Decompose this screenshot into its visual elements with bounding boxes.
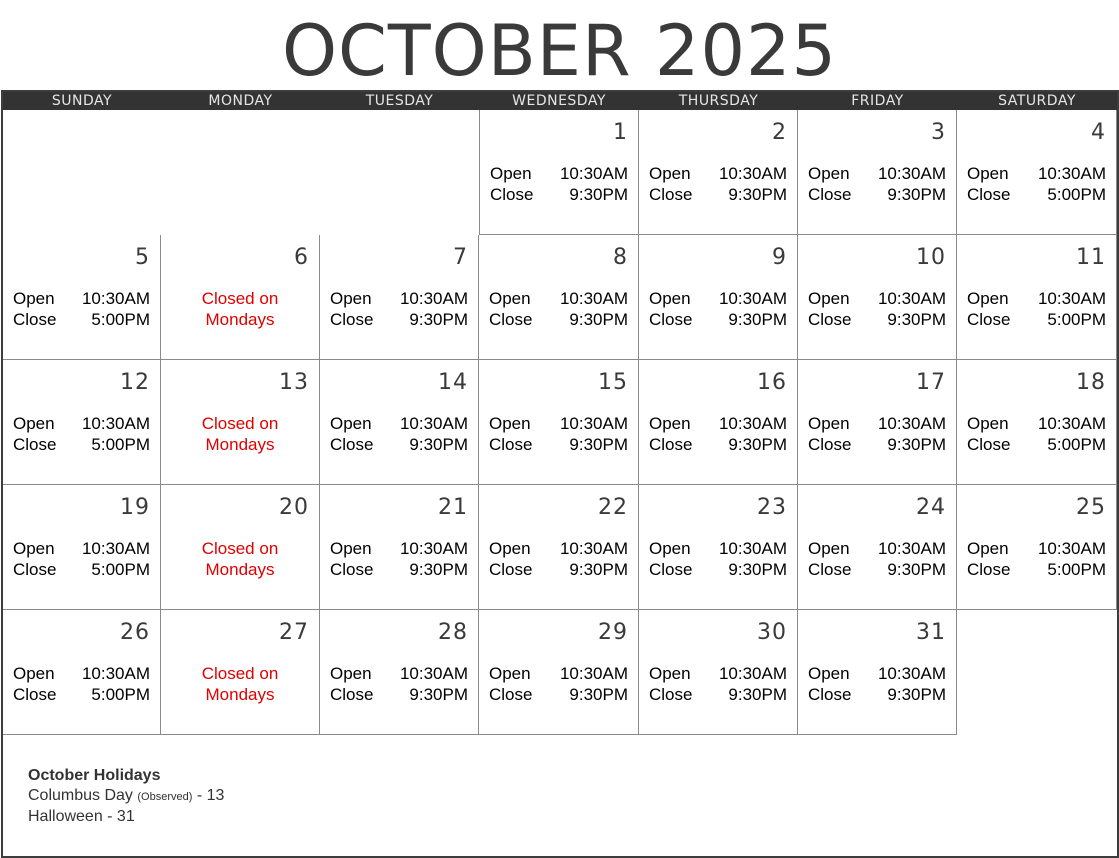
close-label: Close	[808, 310, 852, 329]
close-row	[967, 184, 1106, 205]
close-row	[13, 684, 150, 705]
close-label: Close	[330, 310, 374, 329]
open-label: Open	[808, 414, 850, 433]
close-time: 9:30PM	[728, 685, 787, 704]
day-cell	[479, 110, 639, 235]
close-label: Close	[13, 310, 57, 329]
close-label: Close	[13, 685, 57, 704]
hours-block	[330, 413, 468, 455]
close-label: Close	[490, 185, 534, 204]
close-time: 5:00PM	[91, 310, 150, 329]
close-row	[649, 184, 787, 205]
open-row	[808, 413, 946, 434]
open-label: Open	[649, 289, 691, 308]
day-cell	[320, 485, 479, 610]
day-number: 24	[916, 495, 946, 520]
day-number: 14	[438, 370, 468, 395]
closed-line-2: Mondays	[205, 310, 275, 329]
day-cell	[320, 610, 479, 735]
open-time: 10:30AM	[718, 414, 787, 433]
day-cell	[479, 360, 639, 485]
hours-block	[808, 288, 946, 330]
day-cell	[639, 485, 798, 610]
close-label: Close	[330, 435, 374, 454]
closed-line-1: Closed on	[201, 539, 279, 558]
hours-block	[967, 163, 1106, 205]
closed-line-1: Closed on	[201, 664, 279, 683]
day-cell	[957, 235, 1117, 360]
close-label: Close	[649, 685, 693, 704]
weekday-header	[3, 92, 1117, 110]
hours-block	[649, 663, 787, 705]
close-time: 5:00PM	[1047, 310, 1106, 329]
open-label: Open	[13, 414, 55, 433]
day-number: 16	[757, 370, 787, 395]
empty-cell	[161, 110, 320, 235]
open-row	[808, 663, 946, 684]
day-number: 30	[757, 620, 787, 645]
close-label: Close	[967, 560, 1011, 579]
open-label: Open	[489, 289, 531, 308]
open-time: 10:30AM	[1037, 539, 1106, 558]
closed-notice	[161, 538, 319, 580]
day-number: 29	[598, 620, 628, 645]
open-time: 10:30AM	[81, 414, 150, 433]
close-label: Close	[808, 685, 852, 704]
open-label: Open	[330, 289, 372, 308]
hours-block	[13, 663, 150, 705]
open-row	[490, 163, 628, 184]
day-number: 15	[598, 370, 628, 395]
close-time: 9:30PM	[569, 185, 628, 204]
close-time: 9:30PM	[728, 435, 787, 454]
close-row	[808, 309, 946, 330]
hours-block	[649, 163, 787, 205]
close-time: 5:00PM	[91, 685, 150, 704]
day-number: 4	[1091, 120, 1106, 145]
day-number: 19	[120, 495, 150, 520]
day-cell	[639, 235, 798, 360]
close-time: 9:30PM	[569, 560, 628, 579]
open-row	[489, 413, 628, 434]
close-time: 9:30PM	[887, 435, 946, 454]
day-number: 11	[1076, 245, 1106, 270]
closed-line-1: Closed on	[201, 414, 279, 433]
close-row	[330, 434, 468, 455]
close-label: Close	[967, 310, 1011, 329]
open-row	[330, 413, 468, 434]
open-label: Open	[967, 289, 1009, 308]
empty-cell	[3, 110, 161, 235]
open-time: 10:30AM	[399, 539, 468, 558]
open-label: Open	[649, 164, 691, 183]
close-label: Close	[649, 560, 693, 579]
open-row	[489, 663, 628, 684]
day-number: 7	[453, 245, 468, 270]
day-number: 12	[120, 370, 150, 395]
day-cell	[161, 610, 320, 735]
open-label: Open	[649, 664, 691, 683]
hours-block	[967, 538, 1106, 580]
day-cell	[3, 360, 161, 485]
day-cell	[957, 110, 1117, 235]
close-row	[489, 559, 628, 580]
open-row	[649, 663, 787, 684]
open-label: Open	[330, 664, 372, 683]
header-monday: MONDAY	[208, 93, 273, 109]
header-saturday: SATURDAY	[998, 93, 1076, 109]
hours-block	[649, 413, 787, 455]
open-time: 10:30AM	[877, 414, 946, 433]
close-row	[808, 434, 946, 455]
close-time: 9:30PM	[887, 685, 946, 704]
open-time: 10:30AM	[81, 289, 150, 308]
open-time: 10:30AM	[877, 539, 946, 558]
open-label: Open	[489, 664, 531, 683]
holiday-item	[28, 786, 224, 807]
day-cell	[161, 485, 320, 610]
day-number: 21	[438, 495, 468, 520]
day-cell	[479, 485, 639, 610]
close-label: Close	[649, 310, 693, 329]
hours-block	[330, 663, 468, 705]
open-time: 10:30AM	[559, 164, 628, 183]
empty-cell	[957, 610, 1117, 735]
close-time: 5:00PM	[91, 560, 150, 579]
open-row	[489, 288, 628, 309]
hours-block	[330, 538, 468, 580]
open-label: Open	[808, 164, 850, 183]
day-number: 25	[1076, 495, 1106, 520]
day-number: 3	[931, 120, 946, 145]
hours-block	[490, 163, 628, 205]
close-row	[967, 434, 1106, 455]
open-time: 10:30AM	[559, 414, 628, 433]
day-number: 27	[279, 620, 309, 645]
open-row	[649, 538, 787, 559]
open-label: Open	[967, 414, 1009, 433]
open-label: Open	[808, 539, 850, 558]
close-row	[649, 309, 787, 330]
close-row	[330, 684, 468, 705]
hours-block	[967, 413, 1106, 455]
close-row	[967, 559, 1106, 580]
hours-block	[13, 413, 150, 455]
closed-notice	[161, 413, 319, 455]
open-row	[330, 288, 468, 309]
day-cell	[798, 610, 957, 735]
day-cell	[798, 110, 957, 235]
header-sunday: SUNDAY	[51, 93, 113, 109]
open-time: 10:30AM	[877, 664, 946, 683]
open-label: Open	[330, 539, 372, 558]
open-label: Open	[967, 164, 1009, 183]
open-time: 10:30AM	[1037, 414, 1106, 433]
open-label: Open	[490, 164, 532, 183]
close-row	[13, 309, 150, 330]
close-time: 9:30PM	[569, 435, 628, 454]
close-time: 9:30PM	[887, 185, 946, 204]
holiday-name: Columbus Day	[28, 787, 133, 804]
close-time: 9:30PM	[409, 560, 468, 579]
holidays-section	[28, 766, 224, 827]
open-time: 10:30AM	[877, 164, 946, 183]
close-row	[330, 309, 468, 330]
close-row	[489, 309, 628, 330]
day-number: 22	[598, 495, 628, 520]
closed-line-2: Mondays	[205, 435, 275, 454]
calendar-title: OCTOBER 2025	[281, 10, 838, 92]
holiday-date: - 13	[196, 787, 225, 804]
open-row	[13, 538, 150, 559]
open-time: 10:30AM	[399, 664, 468, 683]
open-row	[649, 163, 787, 184]
day-cell	[479, 235, 639, 360]
hours-block	[967, 288, 1106, 330]
header-wednesday: WEDNESDAY	[512, 93, 606, 109]
day-cell	[639, 360, 798, 485]
holidays-heading: October Holidays	[28, 767, 161, 784]
open-row	[330, 663, 468, 684]
hours-block	[649, 288, 787, 330]
open-row	[649, 288, 787, 309]
closed-line-2: Mondays	[205, 560, 275, 579]
close-label: Close	[808, 560, 852, 579]
open-row	[649, 413, 787, 434]
closed-notice	[161, 663, 319, 705]
close-row	[489, 434, 628, 455]
day-number: 31	[916, 620, 946, 645]
close-label: Close	[13, 435, 57, 454]
day-cell	[798, 485, 957, 610]
day-cell	[161, 235, 320, 360]
day-number: 5	[135, 245, 150, 270]
close-label: Close	[967, 185, 1011, 204]
hours-block	[489, 288, 628, 330]
close-time: 9:30PM	[887, 560, 946, 579]
hours-block	[808, 413, 946, 455]
hours-block	[808, 663, 946, 705]
holiday-item	[28, 807, 224, 827]
day-cell	[320, 235, 479, 360]
day-number: 18	[1076, 370, 1106, 395]
close-label: Close	[489, 560, 533, 579]
open-time: 10:30AM	[559, 664, 628, 683]
day-number: 23	[757, 495, 787, 520]
open-label: Open	[13, 289, 55, 308]
day-cell	[639, 610, 798, 735]
calendar-frame	[1, 90, 1119, 858]
day-cell	[639, 110, 798, 235]
day-cell	[798, 235, 957, 360]
day-cell	[798, 360, 957, 485]
hours-block	[13, 538, 150, 580]
hours-block	[330, 288, 468, 330]
open-time: 10:30AM	[559, 539, 628, 558]
day-cell	[3, 485, 161, 610]
close-label: Close	[489, 435, 533, 454]
day-number: 13	[279, 370, 309, 395]
open-time: 10:30AM	[718, 164, 787, 183]
close-time: 5:00PM	[1047, 435, 1106, 454]
day-number: 9	[772, 245, 787, 270]
close-time: 5:00PM	[1047, 560, 1106, 579]
close-time: 9:30PM	[409, 310, 468, 329]
close-label: Close	[330, 560, 374, 579]
header-friday: FRIDAY	[851, 93, 904, 109]
close-row	[649, 434, 787, 455]
hours-block	[13, 288, 150, 330]
day-number: 26	[120, 620, 150, 645]
day-cell	[957, 485, 1117, 610]
open-label: Open	[967, 539, 1009, 558]
close-row	[13, 559, 150, 580]
close-row	[808, 559, 946, 580]
day-number: 6	[294, 245, 309, 270]
day-number: 20	[279, 495, 309, 520]
open-time: 10:30AM	[718, 289, 787, 308]
close-row	[808, 684, 946, 705]
day-number: 28	[438, 620, 468, 645]
close-row	[489, 684, 628, 705]
holiday-name: Halloween - 31	[28, 808, 135, 825]
empty-cell	[320, 110, 479, 235]
day-number: 2	[772, 120, 787, 145]
open-label: Open	[330, 414, 372, 433]
open-row	[13, 663, 150, 684]
open-row	[808, 288, 946, 309]
day-number: 1	[613, 120, 628, 145]
header-tuesday: TUESDAY	[365, 93, 434, 109]
closed-line-2: Mondays	[205, 685, 275, 704]
open-row	[489, 538, 628, 559]
open-row	[808, 538, 946, 559]
open-label: Open	[808, 289, 850, 308]
close-time: 9:30PM	[728, 185, 787, 204]
hours-block	[649, 538, 787, 580]
open-label: Open	[489, 539, 531, 558]
close-row	[649, 559, 787, 580]
day-cell	[479, 610, 639, 735]
open-row	[967, 413, 1106, 434]
hours-block	[489, 538, 628, 580]
open-row	[967, 538, 1106, 559]
hours-block	[808, 538, 946, 580]
close-row	[13, 434, 150, 455]
day-cell	[3, 610, 161, 735]
close-time: 5:00PM	[1047, 185, 1106, 204]
hours-block	[489, 663, 628, 705]
close-label: Close	[649, 185, 693, 204]
hours-block	[808, 163, 946, 205]
open-time: 10:30AM	[81, 539, 150, 558]
close-label: Close	[808, 435, 852, 454]
open-row	[967, 163, 1106, 184]
close-time: 9:30PM	[887, 310, 946, 329]
open-row	[808, 163, 946, 184]
day-number: 17	[916, 370, 946, 395]
day-cell	[161, 360, 320, 485]
calendar-grid	[3, 110, 1117, 735]
day-cell	[320, 360, 479, 485]
close-label: Close	[649, 435, 693, 454]
open-time: 10:30AM	[559, 289, 628, 308]
day-number: 8	[613, 245, 628, 270]
close-label: Close	[13, 560, 57, 579]
open-label: Open	[649, 539, 691, 558]
open-time: 10:30AM	[1037, 164, 1106, 183]
close-row	[490, 184, 628, 205]
close-time: 9:30PM	[409, 685, 468, 704]
close-time: 9:30PM	[569, 685, 628, 704]
open-time: 10:30AM	[718, 664, 787, 683]
open-row	[330, 538, 468, 559]
close-time: 5:00PM	[91, 435, 150, 454]
close-row	[649, 684, 787, 705]
close-row	[330, 559, 468, 580]
open-label: Open	[649, 414, 691, 433]
header-thursday: THURSDAY	[678, 93, 759, 109]
open-label: Open	[808, 664, 850, 683]
close-label: Close	[489, 685, 533, 704]
close-label: Close	[808, 185, 852, 204]
close-label: Close	[489, 310, 533, 329]
open-time: 10:30AM	[718, 539, 787, 558]
close-time: 9:30PM	[409, 435, 468, 454]
open-label: Open	[489, 414, 531, 433]
open-time: 10:30AM	[1037, 289, 1106, 308]
open-time: 10:30AM	[399, 289, 468, 308]
day-cell	[957, 360, 1117, 485]
open-label: Open	[13, 664, 55, 683]
close-time: 9:30PM	[569, 310, 628, 329]
close-time: 9:30PM	[728, 560, 787, 579]
open-time: 10:30AM	[399, 414, 468, 433]
holiday-note: (Observed)	[137, 791, 193, 803]
close-time: 9:30PM	[728, 310, 787, 329]
day-cell	[3, 235, 161, 360]
open-time: 10:30AM	[81, 664, 150, 683]
open-time: 10:30AM	[877, 289, 946, 308]
close-label: Close	[967, 435, 1011, 454]
close-label: Close	[330, 685, 374, 704]
closed-notice	[161, 288, 319, 330]
hours-block	[489, 413, 628, 455]
close-row	[808, 184, 946, 205]
open-row	[13, 413, 150, 434]
open-row	[13, 288, 150, 309]
closed-line-1: Closed on	[201, 289, 279, 308]
open-label: Open	[13, 539, 55, 558]
close-row	[967, 309, 1106, 330]
open-row	[967, 288, 1106, 309]
day-number: 10	[916, 245, 946, 270]
